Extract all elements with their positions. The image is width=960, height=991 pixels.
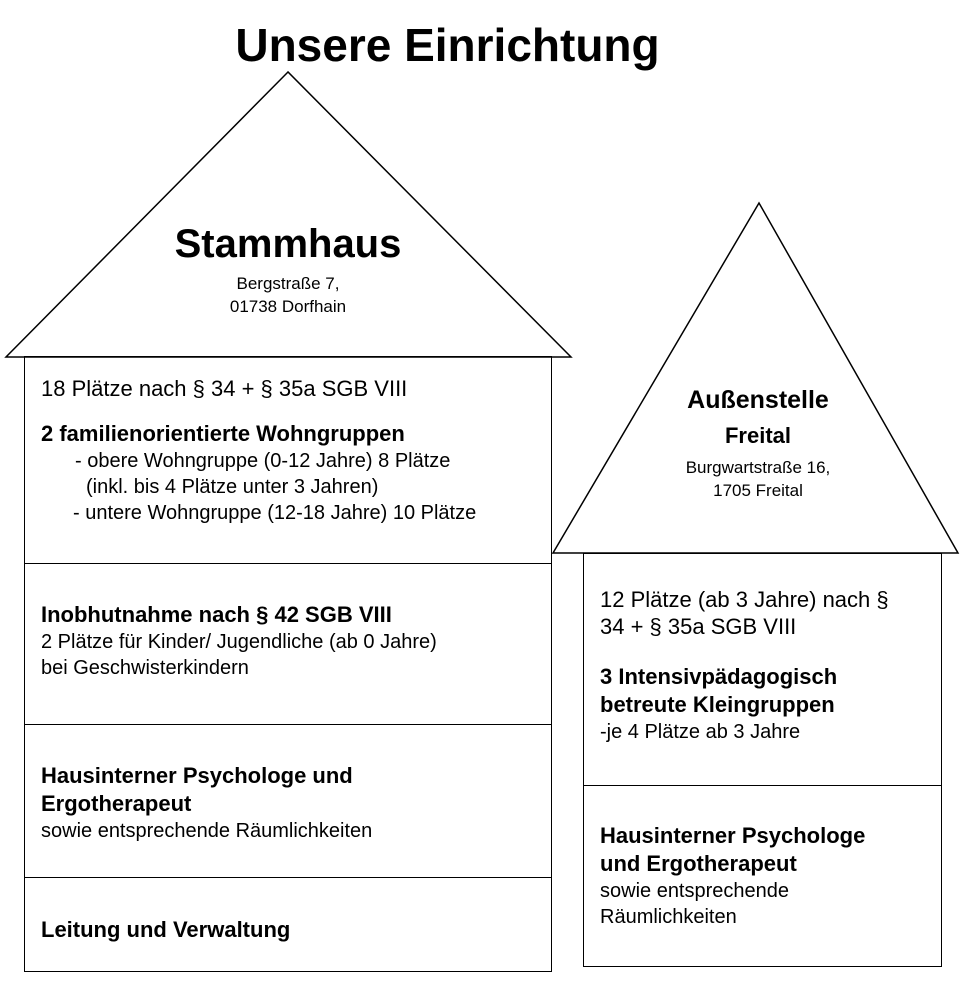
- aussenstelle-groups-heading-1: 3 Intensivpädagogisch: [600, 664, 838, 689]
- stammhaus-divider-3: [25, 877, 551, 878]
- aussenstelle-section-places: [584, 586, 941, 745]
- aussenstelle-places-line-1: 12 Plätze (ab 3 Jahre) nach §: [600, 587, 889, 612]
- stammhaus-inobhut-heading: Inobhutnahme nach § 42 SGB VIII: [41, 602, 392, 627]
- stammhaus-group-line-2: (inkl. bis 4 Plätze unter 3 Jahren): [86, 476, 379, 498]
- stammhaus-address-city: 01738 Dorfhain: [229, 297, 347, 316]
- stammhaus-name: Stammhaus: [174, 222, 402, 266]
- aussenstelle-groups-heading-2: betreute Kleingruppen: [600, 692, 835, 717]
- aussenstelle-groups-text: -je 4 Plätze ab 3 Jahre: [600, 721, 801, 743]
- stammhaus-section-leitung: [25, 916, 551, 944]
- stammhaus-places-text: 18 Plätze nach § 34 + § 35a SGB VIII: [41, 376, 408, 401]
- stammhaus-groups-heading: 2 familienorientierte Wohngruppen: [41, 421, 405, 446]
- aussenstelle-psych-text-2: Räumlichkeiten: [600, 906, 737, 928]
- stammhaus-group-line-3: - untere Wohngruppe (12-18 Jahre) 10 Plätze: [73, 502, 477, 524]
- stammhaus-leitung-text: Leitung und Verwaltung: [41, 917, 291, 942]
- stammhaus-group-line-1: - obere Wohngruppe (0-12 Jahre) 8 Plätze: [75, 450, 451, 472]
- stammhaus-inobhut-line-1: 2 Plätze für Kinder/ Jugendliche (ab 0 Jahre): [41, 631, 437, 653]
- stammhaus-body: [24, 356, 552, 972]
- aussenstelle-name: Außenstelle: [687, 386, 829, 414]
- aussenstelle-divider-1: [584, 785, 941, 786]
- aussenstelle-address: [553, 456, 960, 502]
- aussenstelle-section-psych: [584, 822, 941, 930]
- stammhaus-divider-2: [25, 724, 551, 725]
- stammhaus-divider-1: [25, 563, 551, 564]
- aussenstelle-address-street: Burgwartstraße 16,: [685, 458, 831, 477]
- aussenstelle-subname: Freital: [724, 423, 792, 448]
- stammhaus-section-psych: [25, 762, 551, 844]
- stammhaus-psych-text: sowie entsprechende Räumlichkeiten: [41, 820, 373, 842]
- stammhaus-address-street: Bergstraße 7,: [236, 274, 340, 293]
- aussenstelle-psych-heading-1: Hausinterner Psychologe: [600, 823, 866, 848]
- aussenstelle-address-city: 1705 Freital: [713, 481, 803, 500]
- page-title: Unsere Einrichtung: [235, 19, 660, 71]
- stammhaus-section-places: [25, 375, 551, 526]
- stammhaus-psych-heading-2: Ergotherapeut: [41, 791, 192, 816]
- stammhaus-address: [0, 272, 576, 318]
- stammhaus-inobhut-line-2: bei Geschwisterkindern: [41, 657, 249, 679]
- aussenstelle-body: [583, 553, 942, 967]
- aussenstelle-psych-text-1: sowie entsprechende: [600, 880, 790, 902]
- aussenstelle-places-line-2: 34 + § 35a SGB VIII: [600, 614, 797, 639]
- stammhaus-psych-heading-1: Hausinterner Psychologe und: [41, 763, 353, 788]
- stammhaus-section-inobhut: [25, 601, 551, 681]
- aussenstelle-psych-heading-2: und Ergotherapeut: [600, 851, 797, 876]
